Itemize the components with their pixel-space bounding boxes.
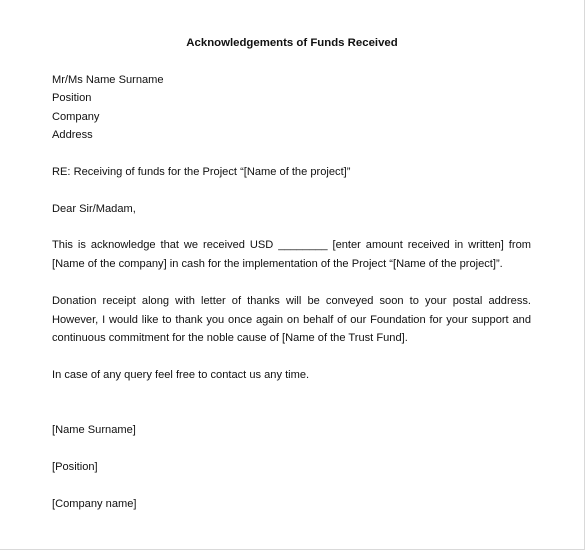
subject-line: RE: Receiving of funds for the Project “[Name of the project]”	[52, 166, 351, 178]
acknowledgement-paragraph: This is acknowledge that we received USD ________ [enter amount received in written] from [Name of the company] in cash for the implementation of the Project “[Name of the project]”.	[52, 239, 531, 270]
recipient-company: Company	[52, 111, 100, 123]
thanks-paragraph: Donation receipt along with letter of thanks will be conveyed soon to your postal address. However, I would like to thank you once again on behalf of our Foundation for your support and continuous commitment for the noble cause of [Name of the Trust Fund].	[52, 295, 531, 345]
recipient-position: Position	[52, 92, 92, 104]
contact-paragraph: In case of any query feel free to contact us any time.	[52, 369, 310, 381]
salutation: Dear Sir/Madam,	[52, 203, 136, 215]
recipient-name: Mr/Ms Name Surname	[52, 74, 164, 86]
recipient-address: Address	[52, 129, 93, 141]
signature-company: [Company name]	[52, 498, 137, 510]
signature-position: [Position]	[52, 461, 98, 473]
signature-name: [Name Surname]	[52, 424, 136, 436]
document-title: Acknowledgements of Funds Received	[186, 37, 398, 49]
